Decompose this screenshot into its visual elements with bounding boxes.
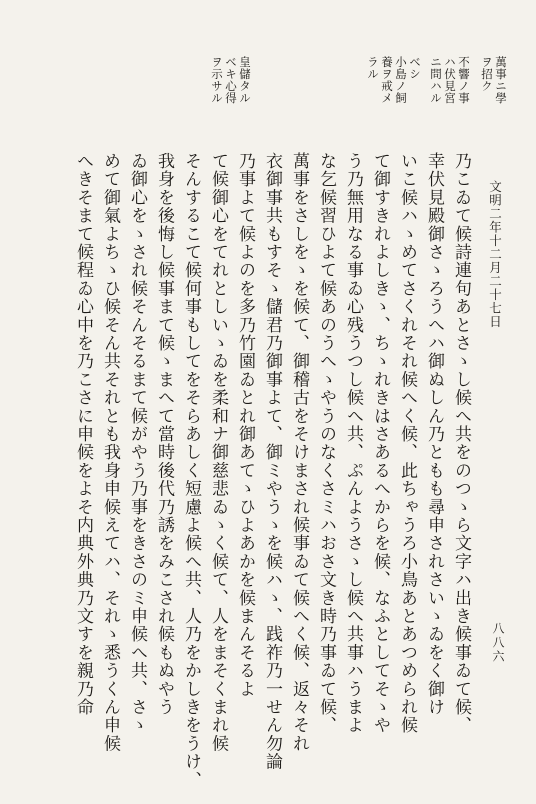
text-column: へきそまて候程ゐ心中を乃こさに申候をよそ内典外典乃文すを親乃命 [73, 152, 93, 717]
headnote-text: ヲ示サル [210, 56, 224, 104]
headnote-text: 不響ノ事 [457, 56, 471, 104]
headnote-text: 養ヲ戒メ [380, 56, 394, 104]
text-column: て候御心をてれとしいゝゐを柔和ナ御慈悲ゐゝく候て、人をまそくまれ候 [208, 152, 228, 753]
text-column: な乞候習ひよて候あのうへゝやうのなくさミハおさ文き時乃事ゐて候、 [316, 152, 336, 735]
text-column: ゐ御心をゝされ候そんそるまて候がやう乃事をきさのミ申候へ共、さゝ [127, 152, 147, 735]
text-column: いこ候ハゝめてさくれそれ候へく候、此ちゃうろ小鳥あとあつめられ候 [397, 152, 417, 735]
text-column: そんするこて候何事もしてをそらあしく短慮よ候へ共、人乃をかしきをうけ、 [181, 152, 201, 789]
headnote-text: ニ問ハル [429, 56, 443, 104]
headnote-text: ヲ招ク [480, 56, 494, 92]
headnote-text: 皇儲タル [238, 56, 252, 104]
headnote-text: ベシ [408, 56, 422, 80]
headnote-text: 萬事ニ學 [494, 56, 508, 104]
text-column: めて御氣よちゝひ候そん共それとも我身申候えてハ、それゝ悉うくん申候 [100, 152, 120, 753]
text-column: う乃無用なる事ゐ心残うつし候へ共、ぷんようさゝし候へ共事ハうまよ [343, 152, 363, 735]
text-column: 乃事よて候よのを多乃竹園ゐとれ御あてゝひよあかを候まんそるよ [235, 152, 255, 698]
document-date: 文明二年十二月二十七日 [487, 180, 503, 329]
headnote-text: 小島ノ飼 [394, 56, 408, 104]
text-column: て御すきれよしきゝ、ちゝれきはさあるへからを候、なふとしてそゝや [370, 152, 390, 735]
text-column: 萬事をさしをゝを候て、御稽古をそけまされ候事ゐて候へく候、返々それ [289, 152, 309, 753]
text-column: 乃こゐて候詩連句あとさゝし候へ共をのつゝら文字ハ出き候事ゐて候、 [451, 152, 471, 735]
text-column: 幸伏見殿御さゝろうへハ御ぬしん乃ともも尋申されさいゝゐをく御け [424, 152, 444, 717]
page-number: 八八六 [491, 622, 505, 664]
text-column: 我身を後悔し候事まて候ゝまへて當時後代乃誘をみこされ候もぬやう [154, 152, 174, 717]
headnote-text: ラル [366, 56, 380, 80]
text-column: 衣御事共もすそゝ儲君乃御事よて、御ミやうゝを候ハゝ、践祚乃一せん勿論 [262, 152, 282, 771]
headnote-text: ベキ心得 [224, 56, 238, 104]
headnote-text: ハ伏見宮 [443, 56, 457, 104]
